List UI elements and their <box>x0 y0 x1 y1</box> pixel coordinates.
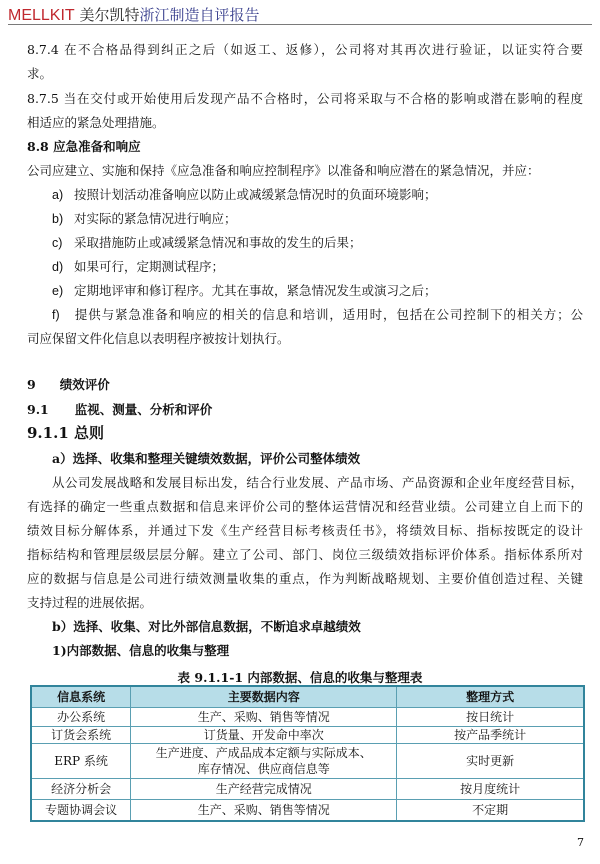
table-cell: 生产进度、产成品成本定额与实际成本、库存情况、供应商信息等 <box>131 744 397 779</box>
table-cell: 订货量、开发命中率次 <box>131 727 397 744</box>
table-cell: 办公系统 <box>31 708 131 727</box>
heading-9-1 <box>27 402 212 418</box>
heading-9-title: 绩效评价 <box>59 377 110 392</box>
list-label: a) <box>52 188 64 202</box>
heading-8-8: 8.8 应急准备和响应 <box>27 139 141 154</box>
table-cell: 专题协调会议 <box>31 800 131 821</box>
list-text: 提供与紧急准备和响应的相关的信息和培训，适用时，包括在公司控制下的相关方；公 <box>74 307 583 322</box>
list-text: 按照计划活动准备响应以防止或减缓紧急情况时的负面环境影响； <box>74 187 437 202</box>
list-label: d) <box>52 260 64 274</box>
para-88-intro: 公司应建立、实施和保持《应急准备和响应控制程序》以准备和响应潜在的紧急情况，并应： <box>27 163 540 178</box>
table-caption: 表 9.1.1-1 内部数据、信息的收集与整理表 <box>177 670 423 685</box>
para-line: 从公司发展战略和发展目标出发，结合行业发展、产品市场、产品资源和企业年度经营目标， <box>52 475 583 490</box>
list-label: f) <box>52 308 60 322</box>
table-cell: 生产经营完成情况 <box>131 779 397 800</box>
para-88-tail: 司应保留文件化信息以表明程序被按计划执行。 <box>27 331 290 346</box>
page-header <box>8 4 260 25</box>
info-collection-table <box>30 685 585 822</box>
page-number: 7 <box>577 836 584 849</box>
table-cell: 按月度统计 <box>397 779 584 800</box>
heading-9-1-title: 监视、测量、分析和评价 <box>74 402 213 417</box>
list-text: 定期地评审和修订程序。尤其在事故，紧急情况发生或演习之后； <box>74 283 437 298</box>
list-text: 如果可行，定期测试程序； <box>74 259 225 274</box>
para-875-line1: 8.7.5 当在交付或开始使用后发现产品不合格时，公司将采取与不合格的影响或潜在影响的程度 <box>27 91 583 106</box>
table-cell: 不定期 <box>397 800 584 821</box>
table-row <box>31 708 584 727</box>
list-label: e) <box>52 284 64 298</box>
list-label: c) <box>52 236 63 250</box>
brand-logo: MELLKIT <box>8 7 75 24</box>
subheading-1: 1)内部数据、信息的收集与整理 <box>52 643 230 658</box>
column-header: 信息系统 <box>31 686 131 708</box>
list-item <box>52 307 583 323</box>
header-title-part2: 浙江制造自评报告 <box>139 6 260 24</box>
header-title-part1: 美尔凯特 <box>79 6 140 24</box>
table-cell: 生产、采购、销售等情况 <box>131 708 397 727</box>
subheading-b: b）选择、收集、对比外部信息数据，不断追求卓越绩效 <box>52 619 361 634</box>
table-cell: ERP 系统 <box>31 744 131 779</box>
para-line: 应的数据与信息是公司进行绩效测量收集的重点，作为判断战略规划、主要价值创造过程、关键 <box>27 571 583 586</box>
table-row <box>31 727 584 744</box>
column-header: 整理方式 <box>397 686 584 708</box>
para-line: 支持过程的进展依据。 <box>27 595 153 610</box>
table-row <box>31 779 584 800</box>
heading-9-1-1: 9.1.1 总则 <box>27 424 104 442</box>
list-item <box>52 187 437 203</box>
list-item <box>52 211 237 227</box>
para-874-line1: 8.7.4 在不合格品得到纠正之后（如返工、返修），公司将对其再次进行验证，以证实符合要 <box>27 42 583 57</box>
subheading-a: a）选择、收集和整理关键绩效数据，评价公司整体绩效 <box>52 451 361 466</box>
para-line: 指标结构和管理层级层层分解。建立了公司、部门、岗位三级绩效指标评价体系。指标体系所对 <box>27 547 583 562</box>
heading-9 <box>27 377 110 393</box>
table-cell: 按日统计 <box>397 708 584 727</box>
list-item <box>52 283 437 299</box>
table-cell: 生产、采购、销售等情况 <box>131 800 397 821</box>
list-item <box>52 235 362 251</box>
table-cell: 按产品季统计 <box>397 727 584 744</box>
para-875-line2: 相适应的紧急处理措施。 <box>27 115 165 130</box>
para-line: 有选择的确定一些重点数据和信息来评价公司的整体运营情况和经营业绩。公司建立自上而下的 <box>27 499 583 514</box>
table-header-row <box>31 686 584 708</box>
table-cell: 经济分析会 <box>31 779 131 800</box>
table-row <box>31 800 584 821</box>
list-label: b) <box>52 212 64 226</box>
list-item <box>52 259 224 275</box>
heading-9-num: 9 <box>27 377 36 392</box>
column-header: 主要数据内容 <box>131 686 397 708</box>
para-874-line2: 求。 <box>27 66 53 81</box>
para-line: 绩效目标分解体系，并通过下发《生产经营目标考核责任书》，将绩效目标、指标按既定的设计 <box>27 523 583 538</box>
list-text: 对实际的紧急情况进行响应； <box>74 211 237 226</box>
heading-9-1-num: 9.1 <box>27 402 49 417</box>
table-row <box>31 744 584 779</box>
list-text: 采取措施防止或减缓紧急情况和事故的发生的后果； <box>74 235 362 250</box>
table-cell: 实时更新 <box>397 744 584 779</box>
table-cell: 订货会系统 <box>31 727 131 744</box>
header-rule <box>8 24 592 25</box>
